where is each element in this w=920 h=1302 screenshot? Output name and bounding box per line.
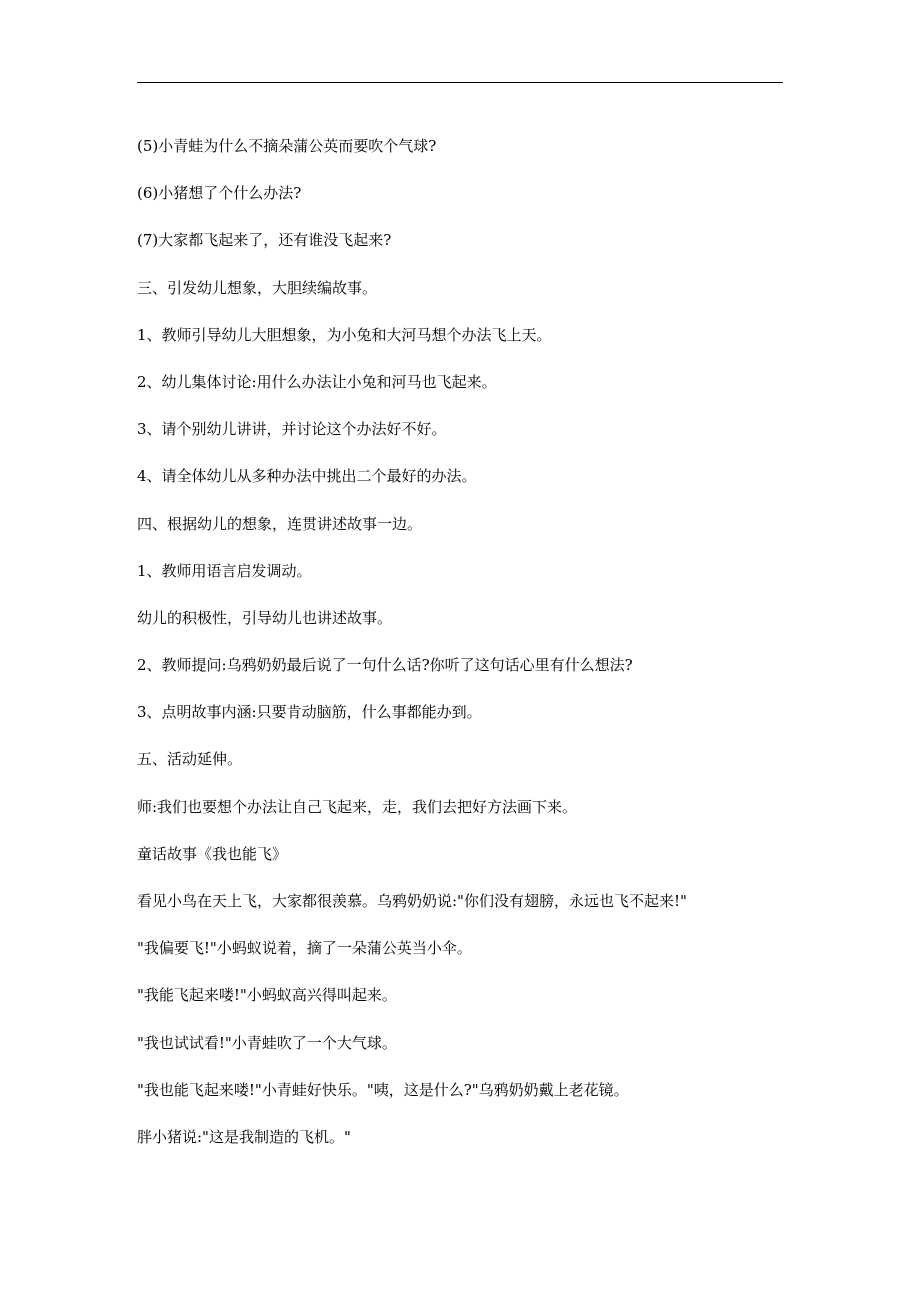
story-paragraph: "我能飞起来喽!"小蚂蚁高兴得叫起来。 (137, 986, 397, 1005)
document-body (137, 136, 817, 1174)
section-heading-5: 五、活动延伸。 (137, 750, 243, 769)
paragraph: 师:我们也要想个办法让自己飞起来，走，我们去把好方法画下来。 (137, 797, 578, 816)
step-item: 4、请全体幼儿从多种办法中挑出二个最好的办法。 (137, 467, 477, 486)
header-rule (137, 82, 783, 83)
step-item: 1、教师引导幼儿大胆想象，为小兔和大河马想个办法飞上天。 (137, 325, 552, 344)
step-item: 3、请个别幼儿讲讲，并讨论这个办法好不好。 (137, 420, 447, 439)
story-paragraph: "我也能飞起来喽!"小青蛙好快乐。"咦，这是什么?"乌鸦奶奶戴上老花镜。 (137, 1080, 629, 1099)
question-6: (6)小猪想了个什么办法? (137, 184, 302, 203)
question-7: (7)大家都飞起来了，还有谁没飞起来? (137, 231, 392, 250)
story-title: 童话故事《我也能飞》 (137, 844, 288, 863)
story-paragraph: 胖小猪说:"这是我制造的飞机。" (137, 1127, 351, 1146)
step-item: 2、幼儿集体讨论:用什么办法让小兔和河马也飞起来。 (137, 372, 497, 391)
step-item: 1、教师用语言启发调动。 (137, 561, 312, 580)
paragraph: 幼儿的积极性，引导幼儿也讲述故事。 (137, 608, 393, 627)
section-heading-4: 四、根据幼儿的想象，连贯讲述故事一边。 (137, 514, 423, 533)
story-paragraph: "我偏要飞!"小蚂蚁说着，摘了一朵蒲公英当小伞。 (137, 939, 472, 958)
step-item: 2、教师提问:乌鸦奶奶最后说了一句什么话?你听了这句话心里有什么想法? (137, 656, 633, 675)
story-paragraph: 看见小鸟在天上飞，大家都很羡慕。乌鸦奶奶说:"你们没有翅膀，永远也飞不起来!" (137, 892, 687, 910)
section-heading-3: 三、引发幼儿想象，大胆续编故事。 (137, 278, 378, 297)
story-paragraph: "我也试试看!"小青蛙吹了一个大气球。 (137, 1033, 397, 1052)
step-item: 3、点明故事内涵:只要肯动脑筋，什么事都能办到。 (137, 703, 482, 722)
question-5: (5)小青蛙为什么不摘朵蒲公英而要吹个气球? (137, 137, 437, 155)
